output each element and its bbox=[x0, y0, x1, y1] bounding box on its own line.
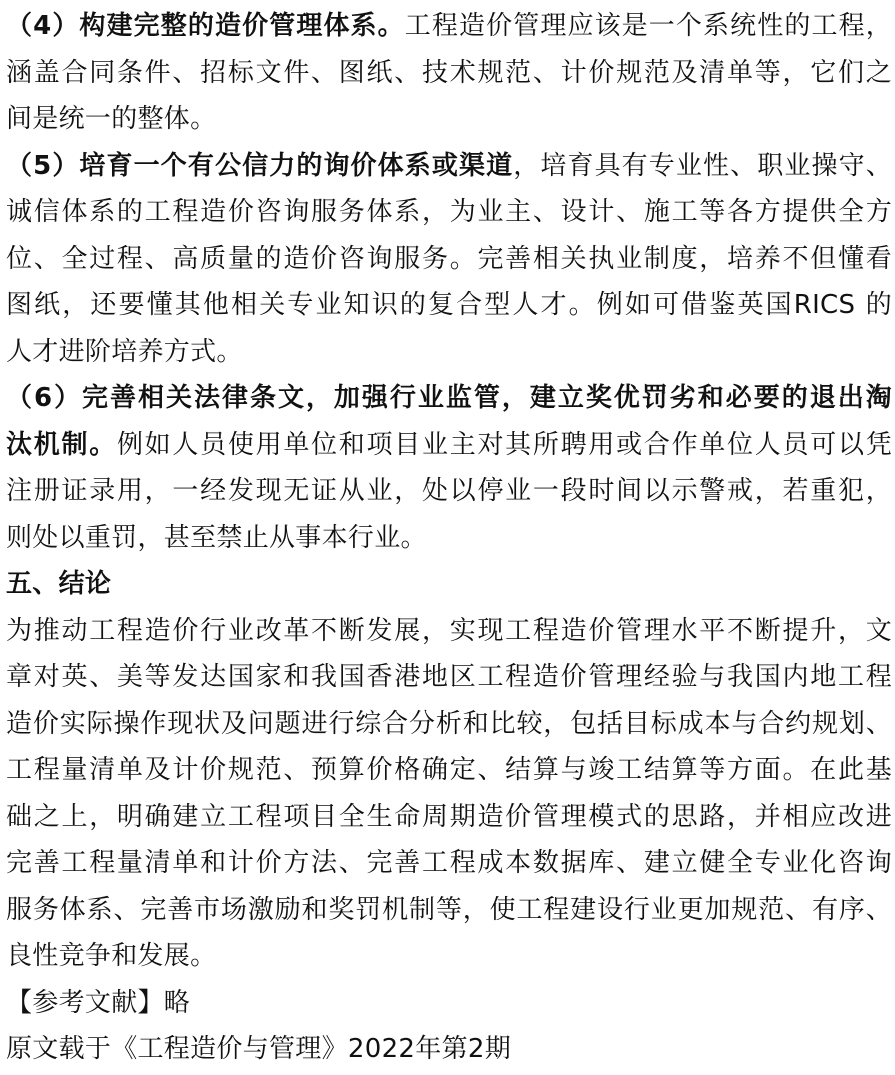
text-line bbox=[6, 50, 892, 97]
text-line bbox=[6, 701, 892, 748]
text-line bbox=[6, 515, 892, 562]
text-line bbox=[6, 236, 892, 283]
text-line bbox=[6, 375, 892, 422]
bold-heading: （6）完善相关法律条文，加强行业监管，建立奖优罚劣和必要的退出淘 bbox=[6, 383, 892, 413]
line-text: 服务体系、完善市场激励和奖罚机制等，使工程建设行业更加规范、有序、 bbox=[6, 894, 892, 925]
text-line bbox=[6, 3, 892, 50]
line-text: 图纸，还要懂其他相关专业知识的复合型人才。例如可借鉴英国RICS 的 bbox=[6, 290, 892, 320]
text-line bbox=[6, 468, 892, 515]
line-text: 涵盖合同条件、招标文件、图纸、技术规范、计价规范及清单等，它们之 bbox=[6, 57, 892, 88]
text-line bbox=[6, 794, 892, 841]
line-text: 造价实际操作现状及问题进行综合分析和比较，包括目标成本与合约规划、 bbox=[6, 708, 892, 739]
line-text: 完善工程量清单和计价方法、完善工程成本数据库、建立健全专业化咨询 bbox=[6, 848, 892, 878]
line-text: 工程造价管理应该是一个系统性的工程， bbox=[404, 11, 892, 41]
text-line bbox=[6, 887, 892, 934]
references-line bbox=[6, 980, 892, 1027]
article-body bbox=[6, 3, 892, 1073]
section-heading bbox=[6, 561, 892, 608]
line-text: 注册证录用，一经发现无证从业，处以停业一段时间以示警戒，若重犯， bbox=[6, 476, 892, 506]
text-line bbox=[6, 747, 892, 794]
line-text: 为推动工程造价行业改革不断发展，实现工程造价管理水平不断提升，文 bbox=[6, 615, 892, 646]
line-text: 例如人员使用单位和项目业主对其所聘用或合作单位人员可以凭 bbox=[116, 429, 892, 460]
text-line bbox=[6, 933, 892, 980]
bold-heading: （5）培育一个有公信力的询价体系或渠道 bbox=[6, 150, 514, 181]
line-text: 工程量清单及计价规范、预算价格确定、结算与竣工结算等方面。在此基 bbox=[6, 755, 892, 785]
source-line bbox=[6, 1026, 892, 1073]
text-line bbox=[6, 840, 892, 887]
line-text: 诚信体系的工程造价咨询服务体系，为业主、设计、施工等各方提供全方 bbox=[6, 197, 892, 227]
line-text: 章对英、美等发达国家和我国香港地区工程造价管理经验与我国内地工程 bbox=[6, 662, 892, 692]
text-line bbox=[6, 282, 892, 329]
line-text: 间是统一的整体。 bbox=[6, 104, 217, 134]
line-text: 人才进阶培养方式。 bbox=[6, 336, 243, 367]
text-line bbox=[6, 143, 892, 190]
line-text: ，培育具有专业性、职业操守、 bbox=[513, 150, 892, 181]
text-line bbox=[6, 329, 892, 376]
line-text: 础之上，明确建立工程项目全生命周期造价管理模式的思路，并相应改进 bbox=[6, 801, 892, 832]
line-text: 原文载于《工程造价与管理》2022年第2期 bbox=[6, 1034, 512, 1064]
line-text: 【参考文献】略 bbox=[6, 987, 191, 1018]
line-text: 位、全过程、高质量的造价咨询服务。完善相关执业制度，培养不但懂看 bbox=[6, 243, 892, 274]
text-line bbox=[6, 189, 892, 236]
text-line bbox=[6, 96, 892, 143]
bold-heading: 五、结论 bbox=[6, 569, 112, 599]
text-line bbox=[6, 608, 892, 655]
line-text: 良性竞争和发展。 bbox=[6, 941, 217, 971]
text-line bbox=[6, 654, 892, 701]
line-text: 则处以重罚，甚至禁止从事本行业。 bbox=[6, 522, 427, 553]
bold-heading: 汰机制。 bbox=[6, 429, 117, 460]
text-line bbox=[6, 422, 892, 469]
bold-heading: （4）构建完整的造价管理体系。 bbox=[6, 11, 405, 41]
